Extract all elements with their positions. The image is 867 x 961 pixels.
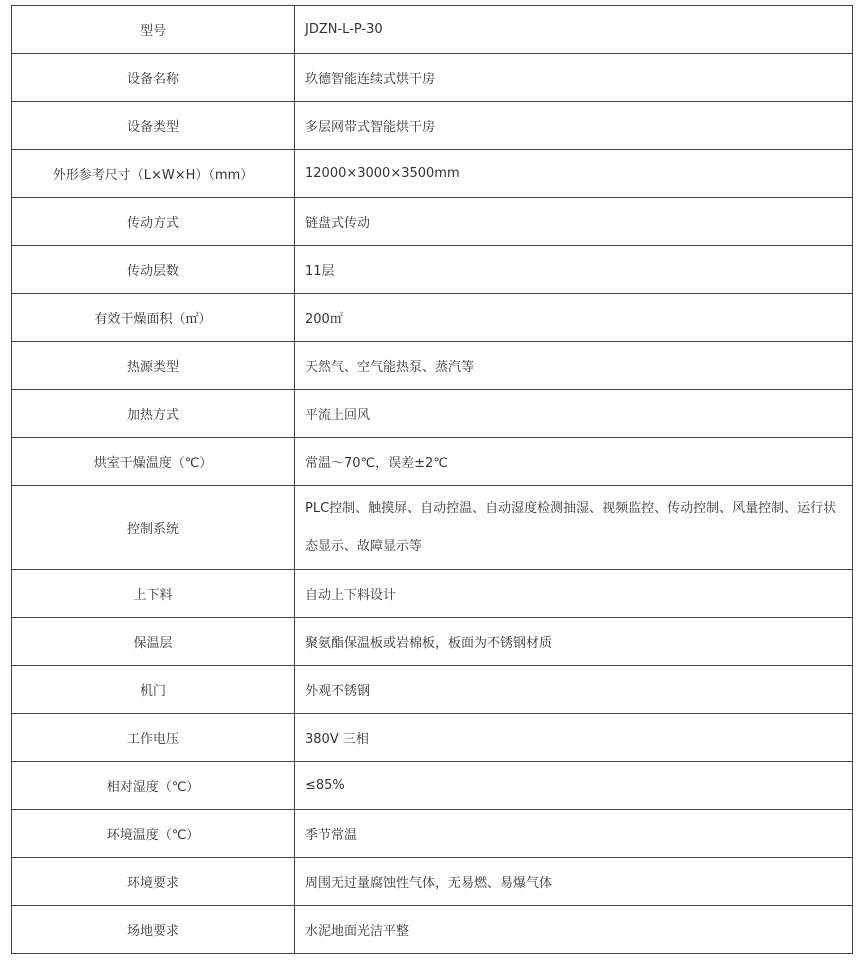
spec-label: 场地要求 <box>12 906 295 954</box>
spec-value: 自动上下料设计 <box>295 570 853 618</box>
spec-row-insulation <box>12 618 853 666</box>
spec-label: 环境要求 <box>12 858 295 906</box>
spec-row-heating-method <box>12 390 853 438</box>
spec-label: 环境温度（℃） <box>12 810 295 858</box>
spec-row-heat-source <box>12 342 853 390</box>
spec-label: 设备名称 <box>12 54 295 102</box>
spec-row-device-name <box>12 54 853 102</box>
spec-row-drying-temperature <box>12 438 853 486</box>
spec-value: 外观不锈钢 <box>295 666 853 714</box>
spec-value: 周围无过量腐蚀性气体，无易燃、易爆气体 <box>295 858 853 906</box>
spec-label: 设备类型 <box>12 102 295 150</box>
spec-value: 11层 <box>295 246 853 294</box>
spec-value: 多层网带式智能烘干房 <box>295 102 853 150</box>
spec-value: 季节常温 <box>295 810 853 858</box>
spec-label: 保温层 <box>12 618 295 666</box>
spec-row-site-requirements <box>12 906 853 954</box>
spec-label: 控制系统 <box>12 486 295 570</box>
spec-label: 型号 <box>12 6 295 54</box>
spec-value: 玖德智能连续式烘干房 <box>295 54 853 102</box>
spec-label: 烘室干燥温度（℃） <box>12 438 295 486</box>
spec-value: 聚氨酯保温板或岩棉板，板面为不锈钢材质 <box>295 618 853 666</box>
spec-value: 12000×3000×3500mm <box>295 150 853 198</box>
spec-value: 链盘式传动 <box>295 198 853 246</box>
spec-row-door <box>12 666 853 714</box>
spec-row-model <box>12 6 853 54</box>
spec-label: 热源类型 <box>12 342 295 390</box>
spec-row-voltage <box>12 714 853 762</box>
spec-label: 传动层数 <box>12 246 295 294</box>
spec-label: 相对湿度（℃） <box>12 762 295 810</box>
spec-label: 上下料 <box>12 570 295 618</box>
spec-value: PLC控制、触摸屏、自动控温、自动湿度检测抽湿、视频监控、传动控制、风量控制、运行状态显示、故障显示等 <box>295 486 853 570</box>
spec-value: 200㎡ <box>295 294 853 342</box>
spec-value: 天然气、空气能热泵、蒸汽等 <box>295 342 853 390</box>
spec-row-relative-humidity <box>12 762 853 810</box>
spec-row-ambient-temperature <box>12 810 853 858</box>
spec-row-environment-requirements <box>12 858 853 906</box>
spec-row-control-system <box>12 486 853 570</box>
spec-label: 传动方式 <box>12 198 295 246</box>
spec-value: 水泥地面光洁平整 <box>295 906 853 954</box>
spec-row-transmission <box>12 198 853 246</box>
spec-value: 380V 三相 <box>295 714 853 762</box>
spec-value: 常温～70℃，误差±2℃ <box>295 438 853 486</box>
spec-table-body <box>12 6 853 954</box>
spec-row-dimensions <box>12 150 853 198</box>
spec-value: 平流上回风 <box>295 390 853 438</box>
spec-table <box>11 5 853 954</box>
spec-value: ≤85% <box>295 762 853 810</box>
spec-row-layers <box>12 246 853 294</box>
spec-value: JDZN-L-P-30 <box>295 6 853 54</box>
spec-label: 工作电压 <box>12 714 295 762</box>
spec-label: 加热方式 <box>12 390 295 438</box>
spec-row-device-type <box>12 102 853 150</box>
spec-row-loading <box>12 570 853 618</box>
spec-label: 机门 <box>12 666 295 714</box>
spec-row-drying-area <box>12 294 853 342</box>
spec-label: 有效干燥面积（㎡） <box>12 294 295 342</box>
spec-label: 外形参考尺寸（L×W×H）（mm） <box>12 150 295 198</box>
